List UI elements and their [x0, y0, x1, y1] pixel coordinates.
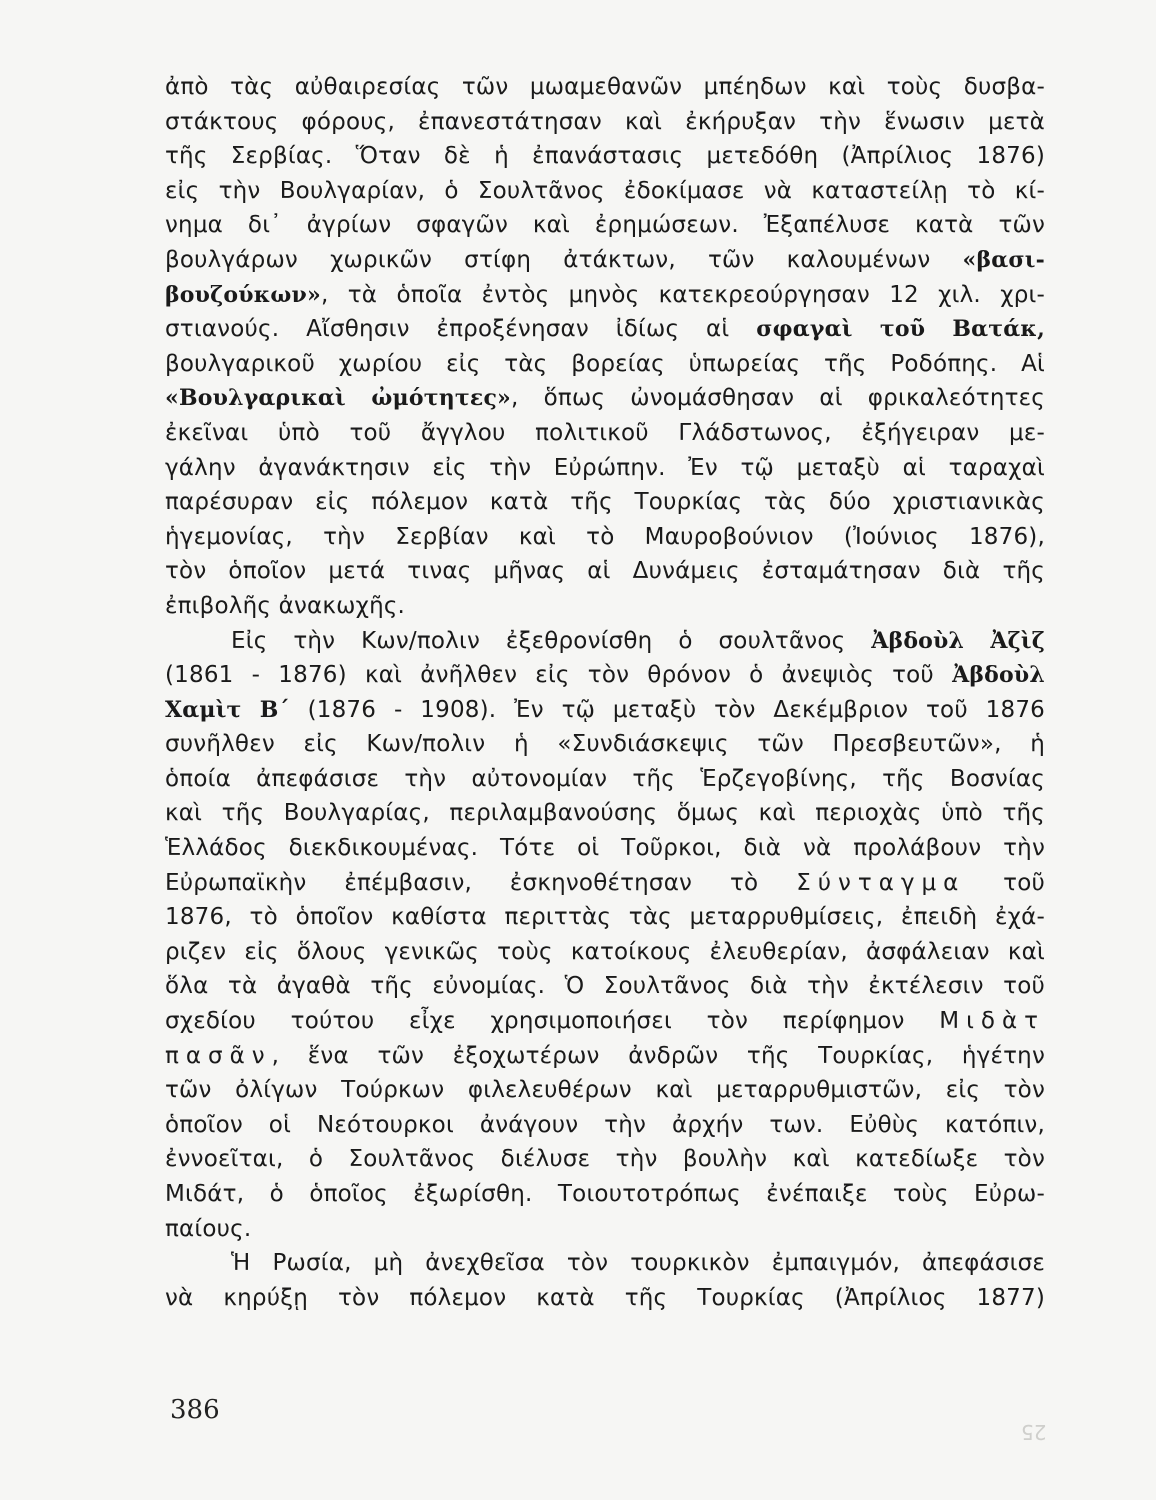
- text-segment: ριζεν εἰς ὅλους γενικῶς τοὺς κατοίκους ἐλευθερίαν, ἀσφάλειαν καὶ: [165, 938, 1045, 965]
- text-segment: τοῦ: [965, 869, 1045, 896]
- text-segment: νημα δι᾽ ἀγρίων σφαγῶν καὶ ἐρημώσεων. Ἐξαπέλυσε κατὰ τῶν: [165, 212, 1045, 239]
- text-line: [165, 208, 1045, 243]
- text-line: [165, 70, 1045, 105]
- text-segment: βουλγάρων χωρικῶν στίφη ἀτάκτων, τῶν καλουμένων: [165, 246, 963, 273]
- text-segment: στάκτους φόρους, ἐπανεστάτησαν καὶ ἐκήρυξαν τὴν ἕνωσιν μετὰ: [165, 108, 1045, 135]
- text-line: [165, 693, 1045, 728]
- text-line: [165, 485, 1045, 520]
- text-segment: ἀπὸ τὰς αὐθαιρεσίας τῶν μωαμεθανῶν μπέηδων καὶ τοὺς δυσβα-: [165, 74, 1045, 100]
- text-segment: Ἡ Ρωσία, μὴ ἀνεχθεῖσα τὸν τουρκικὸν ἐμπαιγμόν, ἀπεφάσισε: [231, 1250, 1045, 1277]
- text-segment: Εἰς τὴν Κων/πολιν ἐξεθρονίσθη ὁ σουλτᾶνος: [231, 627, 872, 654]
- text-segment: , τὰ ὁποῖα ἐντὸς μηνὸς κατεκρεούργησαν 12 χιλ. χρι-: [320, 281, 1045, 308]
- text-segment: συνῆλθεν εἰς Κων/πολιν ἡ «Συνδιάσκεψις τῶν Πρεσβευτῶν», ἡ: [165, 731, 1045, 758]
- text-line: [165, 900, 1045, 935]
- text-segment: Ἑλλάδος διεκδικουμένας. Τότε οἱ Τοῦρκοι, διὰ νὰ προλάβουν τὴν: [165, 835, 1045, 862]
- bold-term: βουζούκων»: [165, 281, 321, 308]
- text-segment: σχεδίου τούτου εἶχε χρησιμοποιήσει τὸν περίφημον: [165, 1008, 940, 1035]
- text-line: [165, 554, 1045, 589]
- text-segment: καὶ τῆς Βουλγαρίας, περιλαμβανούσης ὅμως καὶ περιοχὰς ὑπὸ τῆς: [165, 800, 1045, 827]
- text-line: [165, 381, 1045, 416]
- spaced-term: πασᾶν: [165, 1042, 272, 1069]
- body-text: [165, 70, 1045, 1315]
- text-line: [165, 762, 1045, 797]
- text-line: [165, 1177, 1045, 1212]
- text-segment: παρέσυραν εἰς πόλεμον κατὰ τῆς Τουρκίας τὰς δύο χριστιανικὰς: [165, 489, 1045, 516]
- text-line: [165, 243, 1045, 278]
- bold-term: σφαγαὶ τοῦ Βατάκ,: [756, 316, 1045, 343]
- text-line: [165, 796, 1045, 831]
- text-line: [165, 1039, 1045, 1074]
- text-line: [165, 174, 1045, 209]
- text-line: [165, 278, 1045, 313]
- text-segment: νὰ κηρύξῃ τὸν πόλεμον κατὰ τῆς Τουρκίας (Ἀπρίλιος 1877): [165, 1284, 1045, 1311]
- text-segment: τῶν ὀλίγων Τούρκων φιλελευθέρων καὶ μεταρρυθμιστῶν, εἰς τὸν: [165, 1077, 1045, 1104]
- bold-term: Χαμὶτ Β΄: [165, 696, 290, 723]
- text-segment: εἰς τὴν Βουλγαρίαν, ὁ Σουλτᾶνος ἐδοκίμασε νὰ καταστείλῃ τὸ κί-: [165, 177, 1045, 204]
- text-line: [165, 969, 1045, 1004]
- text-line: [165, 105, 1045, 140]
- text-segment: Μιδάτ, ὁ ὁποῖος ἐξωρίσθη. Τοιουτοτρόπως ἐνέπαιξε τοὺς Εὐρω-: [165, 1181, 1045, 1207]
- text-line: [165, 866, 1045, 901]
- text-line: [165, 520, 1045, 555]
- text-segment: , ὅπως ὠνομάσθησαν αἱ φρικαλεότητες: [511, 385, 1045, 412]
- text-segment: στιανούς. Αἴσθησιν ἐπροξένησαν ἰδίως αἱ: [165, 316, 757, 343]
- text-line: [165, 1142, 1045, 1177]
- spaced-term: Μιδὰτ: [939, 1008, 1045, 1035]
- text-segment: , ἕνα τῶν ἐξοχωτέρων ἀνδρῶν τῆς Τουρκίας, ἡγέτην: [271, 1042, 1045, 1069]
- bleed-through-mark: 25: [1020, 1420, 1046, 1444]
- text-segment: ὅλα τὰ ἀγαθὰ τῆς εὐνομίας. Ὁ Σουλτᾶνος διὰ τὴν ἐκτέλεσιν τοῦ: [165, 973, 1045, 1000]
- bold-term: «Βουλγαρικαὶ ὠμότητες»: [165, 385, 512, 412]
- text-line: [165, 831, 1045, 866]
- bold-term: «βασι-: [962, 246, 1045, 273]
- text-line: [165, 1004, 1045, 1039]
- text-line: [165, 1212, 1045, 1247]
- text-line: [165, 1073, 1045, 1108]
- text-segment: παίους.: [165, 1215, 252, 1242]
- text-line: [165, 658, 1045, 693]
- text-segment: ἐννοεῖται, ὁ Σουλτᾶνος διέλυσε τὴν βουλὴν καὶ κατεδίωξε τὸν: [165, 1146, 1045, 1173]
- text-line: [165, 416, 1045, 451]
- spaced-term: Σύνταγμα: [796, 869, 966, 896]
- text-segment: (1876 - 1908). Ἐν τῷ μεταξὺ τὸν Δεκέμβριον τοῦ 1876: [289, 696, 1045, 723]
- text-line: [165, 1108, 1045, 1143]
- text-line: [165, 347, 1045, 382]
- text-segment: ἐπιβολῆς ἀνακωχῆς.: [165, 592, 406, 619]
- text-line: [165, 935, 1045, 970]
- text-segment: ἡγεμονίας, τὴν Σερβίαν καὶ τὸ Μαυροβούνιον (Ἰούνιος 1876),: [165, 523, 1045, 550]
- text-segment: 1876, τὸ ὁποῖον καθίστα περιττὰς τὰς μεταρρυθμίσεις, ἐπειδὴ ἐχά-: [165, 904, 1045, 931]
- page-number: 386: [170, 1395, 220, 1425]
- bold-term: Ἀβδοὺλ: [952, 662, 1045, 689]
- text-line: [165, 589, 1045, 624]
- text-segment: (1861 - 1876) καὶ ἀνῆλθεν εἰς τὸν θρόνον ὁ ἀνεψιὸς τοῦ: [165, 662, 953, 689]
- text-segment: ὁποία ἀπεφάσισε τὴν αὐτονομίαν τῆς Ἑρζεγοβίνης, τῆς Βοσνίας: [165, 765, 1045, 792]
- bold-term: Ἀβδοὺλ Ἀζὶζ: [871, 627, 1045, 654]
- text-segment: τῆς Σερβίας. Ὅταν δὲ ἡ ἐπανάστασις μετεδόθη (Ἀπρίλιος 1876): [165, 143, 1045, 170]
- text-segment: τὸν ὁποῖον μετά τινας μῆνας αἱ Δυνάμεις ἐσταμάτησαν διὰ τῆς: [165, 558, 1045, 585]
- text-line: [165, 312, 1045, 347]
- text-segment: βουλγαρικοῦ χωρίου εἰς τὰς βορείας ὑπωρείας τῆς Ροδόπης. Αἱ: [165, 350, 1045, 377]
- text-line: [165, 139, 1045, 174]
- text-line: [165, 1246, 1045, 1281]
- text-segment: ὁποῖον οἱ Νεότουρκοι ἀνάγουν τὴν ἀρχήν των. Εὐθὺς κατόπιν,: [165, 1111, 1045, 1138]
- text-line: [165, 451, 1045, 486]
- text-line: [165, 727, 1045, 762]
- text-segment: Εὐρωπαϊκὴν ἐπέμβασιν, ἐσκηνοθέτησαν τὸ: [165, 869, 797, 896]
- text-line: [165, 1281, 1045, 1316]
- text-line: [165, 624, 1045, 659]
- text-segment: ἐκεῖναι ὑπὸ τοῦ ἄγγλου πολιτικοῦ Γλάδστωνος, ἐξήγειραν με-: [165, 419, 1045, 446]
- text-segment: γάλην ἀγανάκτησιν εἰς τὴν Εὐρώπην. Ἐν τῷ μεταξὺ αἱ ταραχαὶ: [165, 454, 1045, 481]
